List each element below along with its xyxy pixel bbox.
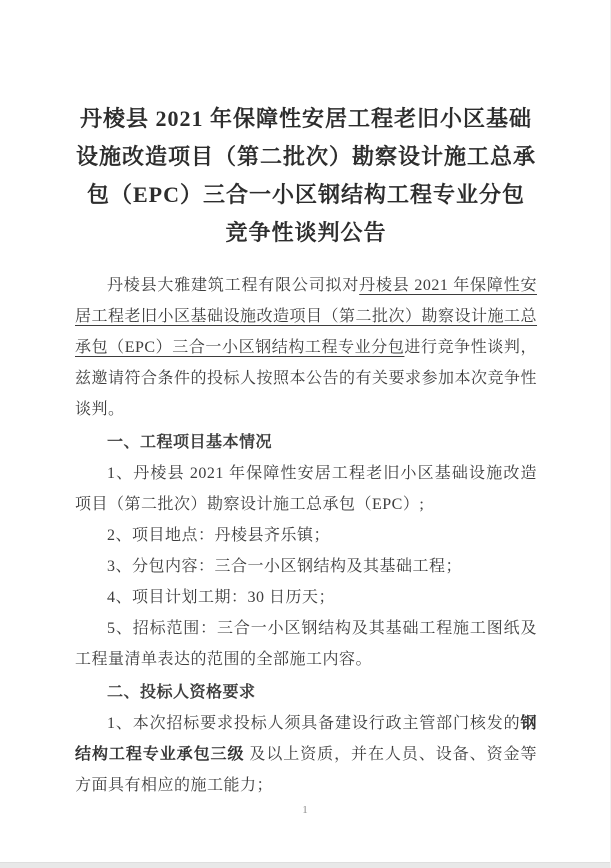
- project-info-item-5: 5、招标范围：三合一小区钢结构及其基础工程施工图纸及工程量清单表达的范围的全部施工内容。: [75, 620, 537, 668]
- qualification-bold-text: 钢结构工程专业承包三级: [75, 715, 537, 763]
- project-info-item-4: 4、项目计划工期：30 日历天；: [107, 589, 336, 606]
- requirement-text-pre: 1、本次招标要求投标人须具备建设行政主管部门核发的: [107, 715, 521, 732]
- project-info-item-3: 3、分包内容：三合一小区钢结构及其基础工程；: [107, 558, 463, 575]
- project-info-item-2: 2、项目地点：丹棱县齐乐镇；: [107, 527, 331, 544]
- requirement-text-post: 及以上资质，并在人员、设备、资金等方面具有相应的施工能力；: [75, 746, 537, 794]
- document-content: [75, 0, 537, 801]
- scan-edge-bottom: [0, 862, 610, 868]
- title-line-1: 丹棱县 2021 年保障性安居工程老旧小区基础: [79, 106, 532, 131]
- title-line-2: 设施改造项目（第二批次）勘察设计施工总承: [75, 144, 536, 169]
- underlined-project-name: 丹棱县 2021 年保障性安居工程老旧小区基础设施改造项目（第二批次）勘察设计施工总承包（EPC）三合一小区钢结构工程专业分包: [75, 277, 538, 356]
- document-body: [75, 270, 537, 801]
- page-number: 1: [302, 804, 308, 816]
- section-two-heading: 二、投标人资格要求: [107, 684, 256, 701]
- intro-text-pre: 丹棱县大雅建筑工程有限公司拟对: [107, 277, 360, 294]
- section-one-heading: 一、工程项目基本情况: [107, 434, 273, 451]
- title-line-4: 竞争性谈判公告: [225, 220, 387, 245]
- project-info-item-1: 1、丹棱县 2021 年保障性安居工程老旧小区基础设施改造项目（第二批次）勘察设计施工总承包（EPC）;: [75, 465, 537, 513]
- title-line-3: 包（EPC）三合一小区钢结构工程专业分包: [86, 182, 525, 207]
- bidder-requirement-paragraph: [75, 708, 537, 801]
- document-title: [75, 100, 537, 252]
- intro-paragraph: [75, 270, 537, 425]
- intro-text-post: 进行竞争性谈判，兹邀请符合条件的投标人按照本公告的有关要求参加本次竞争性谈判。: [75, 339, 538, 418]
